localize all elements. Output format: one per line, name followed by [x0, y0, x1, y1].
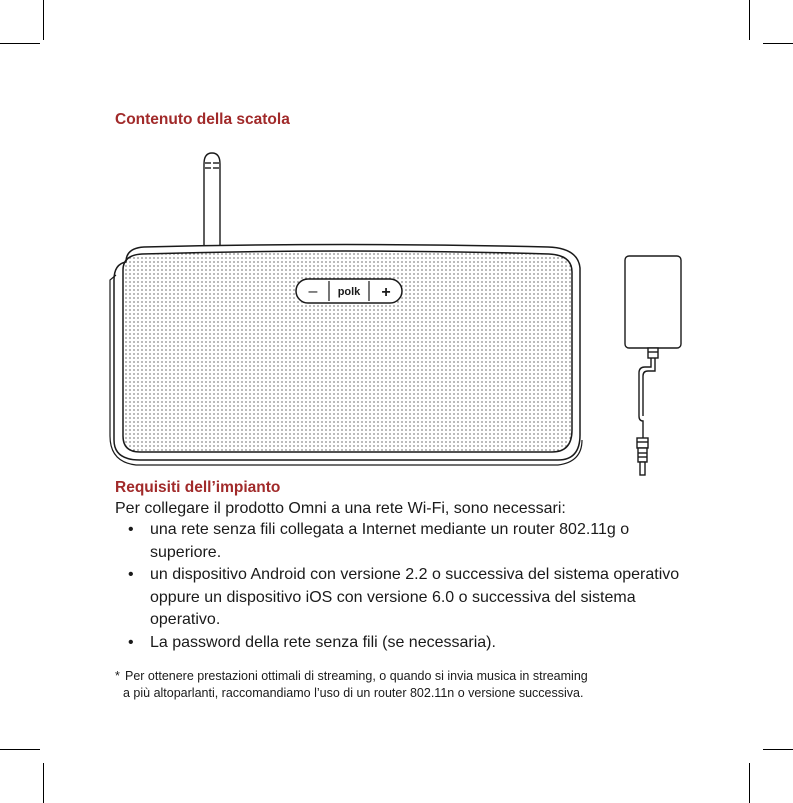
- volume-up-button: +: [381, 284, 391, 301]
- crop-mark: [763, 749, 793, 750]
- control-strip: [296, 279, 402, 303]
- section-title-requirements: Requisiti dell’impianto: [115, 479, 281, 496]
- omni-speaker: [110, 245, 582, 466]
- bullet: •: [128, 633, 134, 651]
- product-illustration: [100, 140, 700, 480]
- crop-mark: [0, 43, 40, 44]
- list-item: [115, 519, 685, 564]
- footnote-line-1: Per ottenere prestazioni ottimali di streaming, o quando si invia musica in streaming: [125, 669, 588, 683]
- list-item-text: una rete senza fili collegata a Internet mediante un router 802.11g o superiore.: [150, 521, 630, 561]
- list-item-text: un dispositivo Android con versione 2.2 o successiva del sistema operativo oppure un dispositivo iOS con versione 6.0 o successiva del sistema operativo.: [150, 566, 680, 628]
- footnote: [115, 668, 715, 702]
- bullet: •: [128, 521, 134, 538]
- crop-mark: [43, 763, 44, 803]
- power-adapter: [625, 256, 681, 475]
- bullet: •: [128, 566, 134, 583]
- antenna: [204, 153, 220, 248]
- footnote-line-2: a più altoparlanti, raccomandiamo l’uso di un router 802.11n o versione successiva.: [123, 686, 584, 700]
- requirements-list: [115, 519, 685, 654]
- polk-logo: polk: [337, 286, 361, 298]
- crop-mark: [0, 749, 40, 750]
- crop-mark: [43, 0, 44, 40]
- requirements-intro: Per collegare il prodotto Omni a una rete Wi-Fi, sono necessari:: [115, 500, 566, 517]
- footnote-marker: *: [115, 669, 120, 683]
- list-item-text: La password della rete senza fili (se necessaria).: [150, 633, 496, 651]
- crop-mark: [763, 43, 793, 44]
- crop-mark: [749, 763, 750, 803]
- volume-down-button: –: [308, 283, 318, 300]
- section-title-box-contents: Contenuto della scatola: [115, 111, 290, 128]
- list-item: [115, 632, 685, 655]
- crop-mark: [749, 0, 750, 40]
- list-item: [115, 564, 685, 632]
